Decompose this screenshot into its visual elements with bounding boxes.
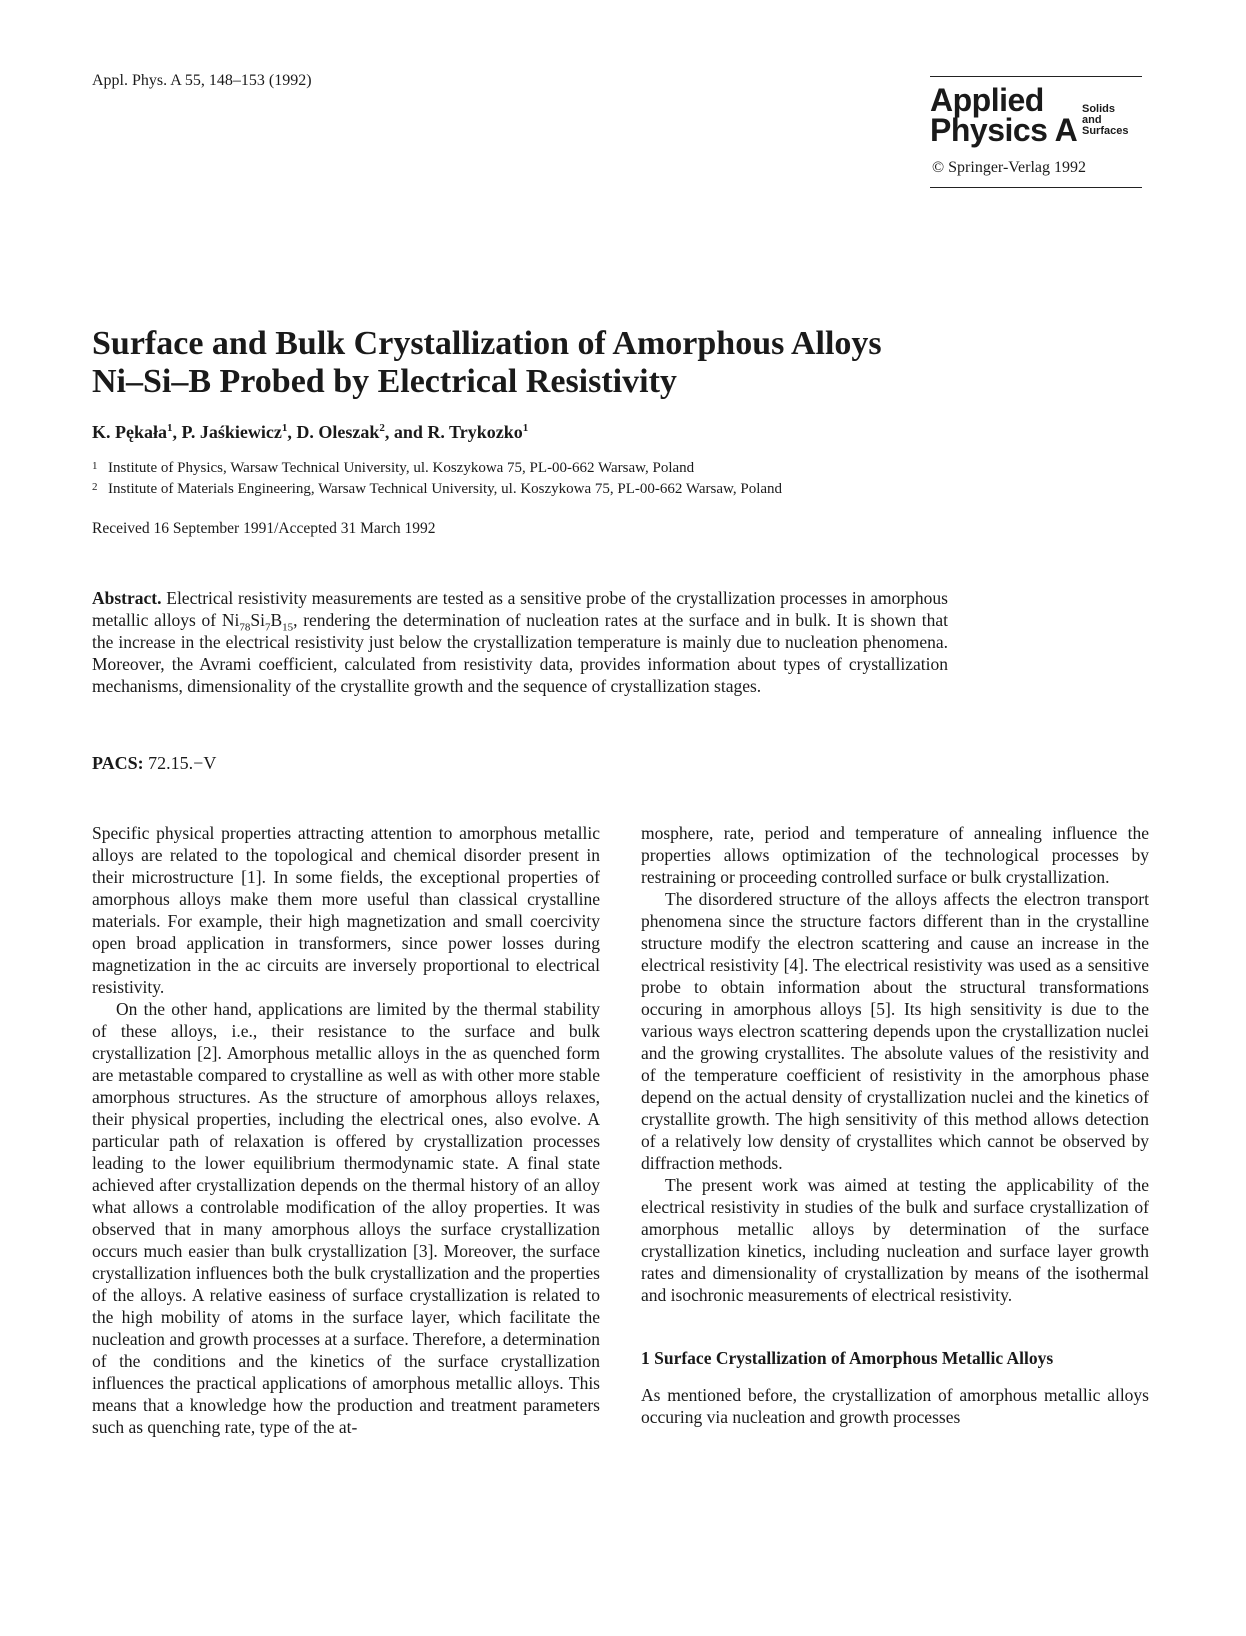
formula-element: B: [270, 610, 283, 630]
affiliation: [92, 481, 782, 498]
body-paragraph: mosphere, rate, period and temperature of annealing influence the properties allows optimization of the technological processes by restraining or proceeding controlled surface or bulk crystallization.: [641, 823, 1149, 887]
author-affiliation-mark: 1: [281, 422, 288, 434]
body-paragraph: The disordered structure of the alloys affects the electron transport phenomena since the structure factors different than in the crystalline structure modify the electron scattering and cause an increase in the electrical resistivity [4]. The electrical resistivity was used as a sensitive probe to obtain information about the structural transformations occuring in amorphous alloys [5]. Its high sensitivity is due to the various ways electron scattering depends upon the crystallization nuclei and the growing crystallites. The absolute values of the resistivity and of the temperature coefficient of resistivity in the amorphous phase depend on the actual density of crystallization nuclei and the kinetics of crystallite growth. The high sensitivity of this method allows detection of a relatively low density of crystallites which cannot be observed by diffraction methods.: [641, 889, 1149, 1173]
section-heading: 1 Surface Crystallization of Amorphous Metallic Alloys: [641, 1348, 1054, 1368]
author-affiliation-mark: 1: [167, 422, 173, 434]
alloy-formula: [221, 610, 294, 634]
received-dates: Received 16 September 1991/Accepted 31 March 1992: [92, 520, 436, 537]
author-list: [92, 422, 528, 443]
logo-surfaces: Surfaces: [1082, 125, 1129, 137]
logo-bottom-rule: [930, 187, 1142, 188]
author-affiliation-mark: 2: [379, 422, 385, 434]
body-paragraph: The present work was aimed at testing the applicability of the electrical resistivity in studies of the bulk and surface crystallization of amorphous metallic alloys by determination of the surface crystallization kinetics, including nucleation and surface layer growth rates and dimensionality of crystallization by means of the isothermal and isochronic measurements of electrical resistivity.: [641, 1175, 1149, 1305]
author-name: P. Jaśkiewicz: [181, 422, 282, 442]
logo-wordmark: [930, 77, 1142, 157]
author-name: K. Pękała: [92, 422, 167, 442]
author-name: R. Trykozko: [427, 422, 523, 442]
formula-element: Ni: [221, 610, 240, 630]
formula-subscript: 15: [282, 621, 294, 634]
logo-and: and: [1082, 114, 1102, 126]
author-separator: ,: [172, 422, 182, 442]
formula-element: Si: [250, 610, 265, 630]
body-column-right: [641, 822, 1149, 1428]
formula-subscript: 7: [264, 621, 271, 634]
affiliation-number: 1: [92, 460, 98, 472]
logo-applied: Applied: [930, 82, 1044, 118]
logo-solids: Solids: [1082, 103, 1116, 115]
body-paragraph: Specific physical properties attracting attention to amorphous metallic alloys are related to the topological and chemical disorder present in their microstructure [1]. In some fields, the exceptional properties of amorphous alloys make them more useful than classical crystalline materials. For example, their high magnetization and small coercivity open broad application in transformers, since power losses during magnetization in the ac circuits are inversely proportional to electrical resistivity.: [92, 823, 600, 997]
abstract-text-part-2: , rendering the determination of nucleation rates at the surface and in bulk. It is shown that the increase in the electrical resistivity just below the crystallization temperature is mainly due to nucleation phenomena. Moreover, the Avrami coefficient, calculated from resistivity data, provides information about types of crystallization mechanisms, dimensionality of the crystallite growth and the sequence of crystallization stages.: [92, 610, 948, 696]
body-column-left: [92, 822, 600, 1438]
journal-logo: [930, 76, 1142, 188]
pacs-label: PACS:: [92, 753, 144, 773]
paper-title: [92, 325, 1092, 401]
title-line-1: Surface and Bulk Crystallization of Amorphous Alloys: [92, 325, 882, 362]
formula-subscript: 78: [239, 621, 251, 634]
copyright-notice: © Springer-Verlag 1992: [932, 159, 1087, 176]
logo-physics-a: Physics A: [930, 112, 1078, 148]
abstract: [92, 587, 948, 697]
title-line-2: Ni–Si–B Probed by Electrical Resistivity: [92, 363, 677, 400]
affiliation-number: 2: [92, 481, 98, 493]
affiliation: [92, 460, 694, 477]
pacs-value: 72.15.−V: [148, 753, 217, 773]
pacs-code: [92, 753, 216, 774]
abstract-text-part-1: Electrical resistivity measurements are tested as a sensitive probe of the crystallization processes in amorphous metallic alloys of: [92, 588, 948, 630]
body-paragraph: On the other hand, applications are limited by the thermal stability of these alloys, i.e., their resistance to the surface and bulk crystallization [2]. Amorphous metallic alloys in the as quenched form are metastable compared to crystalline as well as with other more stable amorphous structures. As the structure of amorphous alloys relaxes, their physical properties, including the electrical ones, also evolve. A particular path of relaxation is offered by crystallization processes leading to the lower equilibrium thermodynamic state. A final state achieved after crystallization depends on the thermal history of an alloy what allows a controlable modification of the alloy properties. It was observed that in many amorphous alloys the surface crystallization occurs much easier than bulk crystallization [3]. Moreover, the surface crystallization influences both the bulk crystallization and the properties of the alloys. A relative easiness of surface crystallization is related to the high mobility of atoms in the surface layer, which facilitate the nucleation and growth processes at a surface. Therefore, a determination of the conditions and the kinetics of the surface crystallization influences the practical applications of amorphous metallic alloys. This means that a knowledge how the production and treatment parameters such as quenching rate, type of the at-: [92, 999, 600, 1437]
affiliation-text: Institute of Materials Engineering, Warsaw Technical University, ul. Koszykowa 75, PL-00-662 Warsaw, Poland: [108, 481, 783, 497]
abstract-label: Abstract.: [92, 588, 162, 608]
body-paragraph: As mentioned before, the crystallization of amorphous metallic alloys occuring via nucleation and growth processes: [641, 1385, 1149, 1427]
author-separator: ,: [287, 422, 297, 442]
journal-citation: Appl. Phys. A 55, 148–153 (1992): [92, 72, 312, 89]
author-separator: , and: [384, 422, 428, 442]
author-name: D. Oleszak: [296, 422, 380, 442]
affiliation-text: Institute of Physics, Warsaw Technical University, ul. Koszykowa 75, PL-00-662 Warsaw, Poland: [108, 460, 695, 476]
author-affiliation-mark: 1: [522, 422, 529, 434]
